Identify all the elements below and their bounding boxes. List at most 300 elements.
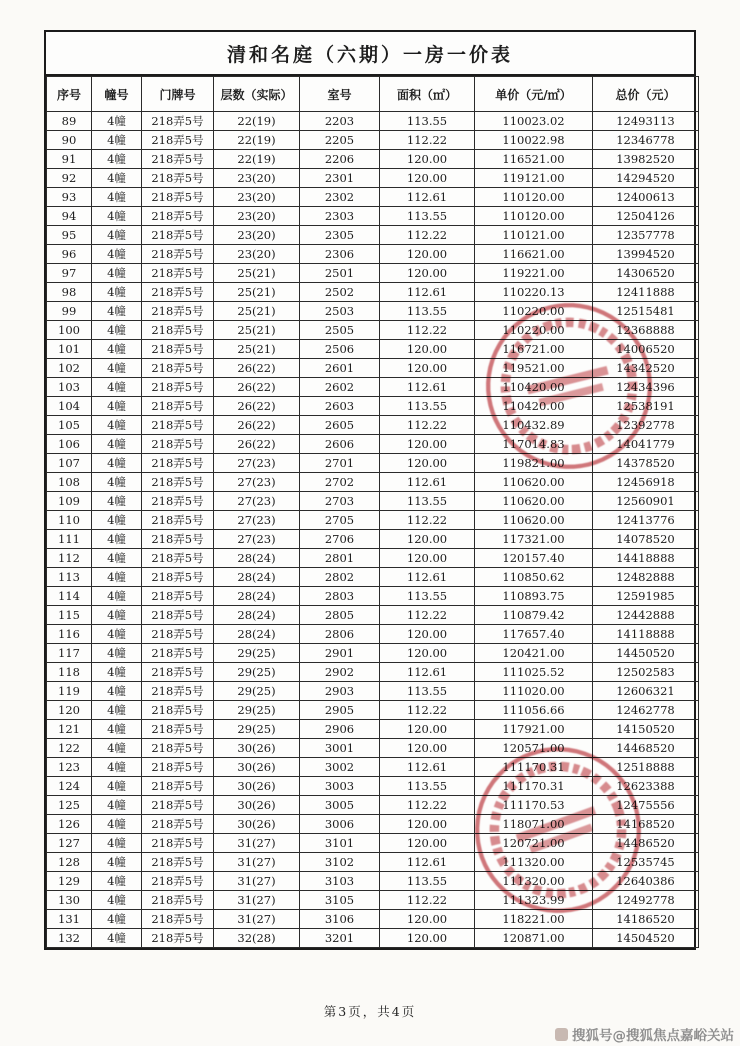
table-row <box>47 283 699 302</box>
cell-room: 2803 <box>300 587 380 606</box>
cell-door_no: 218弄5号 <box>142 435 214 454</box>
cell-unit_price: 111320.00 <box>475 872 593 891</box>
cell-unit_price: 111020.00 <box>475 682 593 701</box>
cell-unit_price: 116721.00 <box>475 340 593 359</box>
cell-area: 120.00 <box>380 454 475 473</box>
cell-room: 2505 <box>300 321 380 340</box>
cell-total_price: 12504126 <box>593 207 699 226</box>
cell-total_price: 12606321 <box>593 682 699 701</box>
cell-index: 99 <box>47 302 92 321</box>
table-row <box>47 264 699 283</box>
cell-floor: 30(26) <box>214 796 300 815</box>
cell-total_price: 12462778 <box>593 701 699 720</box>
cell-unit_price: 110879.42 <box>475 606 593 625</box>
cell-total_price: 14294520 <box>593 169 699 188</box>
cell-unit_price: 117921.00 <box>475 720 593 739</box>
cell-total_price: 12518888 <box>593 758 699 777</box>
cell-area: 120.00 <box>380 720 475 739</box>
cell-unit_price: 110893.75 <box>475 587 593 606</box>
cell-unit_price: 110120.00 <box>475 207 593 226</box>
cell-total_price: 14306520 <box>593 264 699 283</box>
watermark <box>555 1024 734 1044</box>
cell-index: 96 <box>47 245 92 264</box>
table-row <box>47 549 699 568</box>
cell-unit_price: 111170.31 <box>475 777 593 796</box>
cell-unit_price: 110220.13 <box>475 283 593 302</box>
table-row <box>47 644 699 663</box>
cell-total_price: 14150520 <box>593 720 699 739</box>
cell-unit_price: 110023.02 <box>475 112 593 131</box>
cell-total_price: 12502583 <box>593 663 699 682</box>
table-row <box>47 834 699 853</box>
cell-room: 2701 <box>300 454 380 473</box>
cell-total_price: 12411888 <box>593 283 699 302</box>
cell-area: 113.55 <box>380 302 475 321</box>
cell-building: 4幢 <box>92 701 142 720</box>
cell-building: 4幢 <box>92 416 142 435</box>
cell-door_no: 218弄5号 <box>142 150 214 169</box>
cell-door_no: 218弄5号 <box>142 359 214 378</box>
cell-room: 2802 <box>300 568 380 587</box>
cell-index: 91 <box>47 150 92 169</box>
cell-room: 2203 <box>300 112 380 131</box>
cell-floor: 27(23) <box>214 454 300 473</box>
cell-building: 4幢 <box>92 283 142 302</box>
table-row <box>47 492 699 511</box>
cell-building: 4幢 <box>92 188 142 207</box>
table-row <box>47 473 699 492</box>
cell-total_price: 12640386 <box>593 872 699 891</box>
page-number-footer: 第3页，共4页 <box>323 1004 417 1019</box>
cell-index: 97 <box>47 264 92 283</box>
cell-index: 120 <box>47 701 92 720</box>
cell-door_no: 218弄5号 <box>142 853 214 872</box>
cell-area: 120.00 <box>380 834 475 853</box>
cell-door_no: 218弄5号 <box>142 340 214 359</box>
table-row <box>47 302 699 321</box>
cell-door_no: 218弄5号 <box>142 226 214 245</box>
cell-area: 112.61 <box>380 758 475 777</box>
cell-unit_price: 119121.00 <box>475 169 593 188</box>
sohu-logo-icon <box>555 1028 568 1041</box>
cell-room: 2606 <box>300 435 380 454</box>
table-row <box>47 910 699 929</box>
table-row <box>47 131 699 150</box>
cell-total_price: 14468520 <box>593 739 699 758</box>
cell-door_no: 218弄5号 <box>142 720 214 739</box>
cell-building: 4幢 <box>92 815 142 834</box>
cell-room: 2906 <box>300 720 380 739</box>
table-row <box>47 663 699 682</box>
cell-total_price: 14186520 <box>593 910 699 929</box>
cell-index: 105 <box>47 416 92 435</box>
cell-total_price: 12538191 <box>593 397 699 416</box>
cell-area: 112.22 <box>380 511 475 530</box>
cell-room: 2506 <box>300 340 380 359</box>
cell-room: 2501 <box>300 264 380 283</box>
cell-index: 112 <box>47 549 92 568</box>
cell-door_no: 218弄5号 <box>142 112 214 131</box>
cell-index: 95 <box>47 226 92 245</box>
cell-building: 4幢 <box>92 131 142 150</box>
cell-building: 4幢 <box>92 777 142 796</box>
cell-floor: 28(24) <box>214 606 300 625</box>
cell-building: 4幢 <box>92 530 142 549</box>
cell-area: 120.00 <box>380 625 475 644</box>
cell-index: 89 <box>47 112 92 131</box>
cell-area: 112.61 <box>380 378 475 397</box>
cell-total_price: 14486520 <box>593 834 699 853</box>
cell-floor: 31(27) <box>214 891 300 910</box>
cell-door_no: 218弄5号 <box>142 682 214 701</box>
cell-building: 4幢 <box>92 112 142 131</box>
cell-door_no: 218弄5号 <box>142 302 214 321</box>
cell-floor: 23(20) <box>214 207 300 226</box>
cell-index: 108 <box>47 473 92 492</box>
cell-area: 113.55 <box>380 777 475 796</box>
cell-floor: 31(27) <box>214 910 300 929</box>
table-row <box>47 511 699 530</box>
cell-total_price: 12357778 <box>593 226 699 245</box>
price-table-body <box>47 112 699 948</box>
table-row <box>47 378 699 397</box>
cell-room: 3005 <box>300 796 380 815</box>
cell-building: 4幢 <box>92 492 142 511</box>
cell-index: 116 <box>47 625 92 644</box>
cell-area: 113.55 <box>380 682 475 701</box>
cell-area: 120.00 <box>380 739 475 758</box>
cell-area: 112.22 <box>380 131 475 150</box>
cell-building: 4幢 <box>92 549 142 568</box>
cell-area: 112.22 <box>380 606 475 625</box>
cell-door_no: 218弄5号 <box>142 910 214 929</box>
cell-floor: 30(26) <box>214 815 300 834</box>
cell-index: 111 <box>47 530 92 549</box>
cell-door_no: 218弄5号 <box>142 568 214 587</box>
cell-index: 123 <box>47 758 92 777</box>
cell-floor: 22(19) <box>214 150 300 169</box>
cell-floor: 29(25) <box>214 644 300 663</box>
cell-door_no: 218弄5号 <box>142 416 214 435</box>
column-header-floor: 层数（实际） <box>214 77 300 112</box>
cell-room: 3003 <box>300 777 380 796</box>
cell-room: 2805 <box>300 606 380 625</box>
cell-door_no: 218弄5号 <box>142 530 214 549</box>
cell-door_no: 218弄5号 <box>142 777 214 796</box>
column-header-total_price: 总价（元） <box>593 77 699 112</box>
cell-unit_price: 119221.00 <box>475 264 593 283</box>
cell-area: 113.55 <box>380 207 475 226</box>
cell-floor: 23(20) <box>214 245 300 264</box>
cell-door_no: 218弄5号 <box>142 188 214 207</box>
cell-room: 2902 <box>300 663 380 682</box>
column-header-area: 面积（㎡） <box>380 77 475 112</box>
table-row <box>47 397 699 416</box>
table-row <box>47 530 699 549</box>
cell-total_price: 12392778 <box>593 416 699 435</box>
cell-total_price: 12434396 <box>593 378 699 397</box>
cell-building: 4幢 <box>92 929 142 948</box>
cell-room: 3002 <box>300 758 380 777</box>
cell-door_no: 218弄5号 <box>142 587 214 606</box>
cell-total_price: 14450520 <box>593 644 699 663</box>
cell-building: 4幢 <box>92 226 142 245</box>
column-header-index: 序号 <box>47 77 92 112</box>
cell-door_no: 218弄5号 <box>142 834 214 853</box>
cell-unit_price: 118071.00 <box>475 815 593 834</box>
cell-unit_price: 110120.00 <box>475 188 593 207</box>
cell-index: 90 <box>47 131 92 150</box>
cell-area: 112.22 <box>380 416 475 435</box>
cell-building: 4幢 <box>92 587 142 606</box>
cell-area: 112.61 <box>380 568 475 587</box>
watermark-text: 搜狐号@搜狐焦点嘉峪关站 <box>572 1028 734 1044</box>
cell-door_no: 218弄5号 <box>142 625 214 644</box>
cell-building: 4幢 <box>92 644 142 663</box>
cell-area: 120.00 <box>380 340 475 359</box>
cell-total_price: 14342520 <box>593 359 699 378</box>
cell-floor: 30(26) <box>214 777 300 796</box>
cell-unit_price: 120157.40 <box>475 549 593 568</box>
cell-building: 4幢 <box>92 910 142 929</box>
cell-area: 112.22 <box>380 891 475 910</box>
cell-floor: 25(21) <box>214 302 300 321</box>
cell-unit_price: 117014.83 <box>475 435 593 454</box>
cell-floor: 22(19) <box>214 131 300 150</box>
cell-unit_price: 110420.00 <box>475 378 593 397</box>
cell-building: 4幢 <box>92 454 142 473</box>
cell-room: 3102 <box>300 853 380 872</box>
cell-building: 4幢 <box>92 397 142 416</box>
column-header-door_no: 门牌号 <box>142 77 214 112</box>
cell-unit_price: 110432.89 <box>475 416 593 435</box>
cell-door_no: 218弄5号 <box>142 663 214 682</box>
cell-unit_price: 111170.31 <box>475 758 593 777</box>
cell-area: 120.00 <box>380 150 475 169</box>
cell-total_price: 12560901 <box>593 492 699 511</box>
table-row <box>47 150 699 169</box>
table-row <box>47 682 699 701</box>
cell-door_no: 218弄5号 <box>142 264 214 283</box>
cell-total_price: 12456918 <box>593 473 699 492</box>
cell-unit_price: 110620.00 <box>475 492 593 511</box>
cell-room: 3006 <box>300 815 380 834</box>
cell-floor: 30(26) <box>214 739 300 758</box>
cell-index: 102 <box>47 359 92 378</box>
table-row <box>47 112 699 131</box>
table-row <box>47 777 699 796</box>
cell-floor: 29(25) <box>214 701 300 720</box>
cell-index: 128 <box>47 853 92 872</box>
cell-floor: 29(25) <box>214 682 300 701</box>
cell-building: 4幢 <box>92 625 142 644</box>
cell-floor: 25(21) <box>214 283 300 302</box>
cell-door_no: 218弄5号 <box>142 245 214 264</box>
table-row <box>47 891 699 910</box>
cell-building: 4幢 <box>92 568 142 587</box>
cell-room: 2806 <box>300 625 380 644</box>
cell-building: 4幢 <box>92 663 142 682</box>
table-row <box>47 739 699 758</box>
cell-floor: 31(27) <box>214 853 300 872</box>
table-row <box>47 720 699 739</box>
cell-building: 4幢 <box>92 834 142 853</box>
cell-index: 110 <box>47 511 92 530</box>
cell-building: 4幢 <box>92 264 142 283</box>
cell-unit_price: 110220.00 <box>475 321 593 340</box>
cell-door_no: 218弄5号 <box>142 492 214 511</box>
page-title: 清和名庭（六期）一房一价表 <box>46 32 694 76</box>
cell-room: 3001 <box>300 739 380 758</box>
cell-floor: 25(21) <box>214 264 300 283</box>
cell-door_no: 218弄5号 <box>142 549 214 568</box>
cell-index: 131 <box>47 910 92 929</box>
cell-index: 124 <box>47 777 92 796</box>
cell-area: 120.00 <box>380 264 475 283</box>
cell-floor: 25(21) <box>214 340 300 359</box>
cell-area: 112.22 <box>380 321 475 340</box>
cell-unit_price: 111170.53 <box>475 796 593 815</box>
cell-floor: 27(23) <box>214 511 300 530</box>
table-row <box>47 815 699 834</box>
cell-index: 103 <box>47 378 92 397</box>
cell-total_price: 14418888 <box>593 549 699 568</box>
cell-door_no: 218弄5号 <box>142 929 214 948</box>
cell-floor: 26(22) <box>214 378 300 397</box>
cell-index: 118 <box>47 663 92 682</box>
cell-floor: 28(24) <box>214 549 300 568</box>
cell-index: 121 <box>47 720 92 739</box>
cell-floor: 28(24) <box>214 587 300 606</box>
table-row <box>47 340 699 359</box>
cell-floor: 26(22) <box>214 435 300 454</box>
cell-room: 2905 <box>300 701 380 720</box>
cell-room: 3101 <box>300 834 380 853</box>
cell-building: 4幢 <box>92 739 142 758</box>
table-row <box>47 625 699 644</box>
cell-total_price: 12591985 <box>593 587 699 606</box>
cell-floor: 25(21) <box>214 321 300 340</box>
cell-area: 112.61 <box>380 283 475 302</box>
cell-index: 100 <box>47 321 92 340</box>
cell-total_price: 12475556 <box>593 796 699 815</box>
cell-room: 2801 <box>300 549 380 568</box>
cell-unit_price: 116621.00 <box>475 245 593 264</box>
column-header-unit_price: 单价（元/㎡） <box>475 77 593 112</box>
table-row <box>47 321 699 340</box>
cell-room: 2301 <box>300 169 380 188</box>
cell-total_price: 14078520 <box>593 530 699 549</box>
cell-room: 2605 <box>300 416 380 435</box>
cell-unit_price: 111025.52 <box>475 663 593 682</box>
cell-unit_price: 111056.66 <box>475 701 593 720</box>
cell-index: 101 <box>47 340 92 359</box>
cell-room: 2306 <box>300 245 380 264</box>
cell-room: 2706 <box>300 530 380 549</box>
cell-door_no: 218弄5号 <box>142 891 214 910</box>
cell-room: 2601 <box>300 359 380 378</box>
cell-floor: 23(20) <box>214 188 300 207</box>
cell-building: 4幢 <box>92 511 142 530</box>
cell-building: 4幢 <box>92 473 142 492</box>
cell-index: 122 <box>47 739 92 758</box>
cell-door_no: 218弄5号 <box>142 796 214 815</box>
cell-total_price: 12535745 <box>593 853 699 872</box>
cell-area: 120.00 <box>380 549 475 568</box>
cell-door_no: 218弄5号 <box>142 131 214 150</box>
cell-room: 2702 <box>300 473 380 492</box>
cell-index: 129 <box>47 872 92 891</box>
table-row <box>47 435 699 454</box>
cell-unit_price: 110620.00 <box>475 473 593 492</box>
cell-room: 2503 <box>300 302 380 321</box>
cell-area: 120.00 <box>380 815 475 834</box>
cell-total_price: 14041779 <box>593 435 699 454</box>
cell-door_no: 218弄5号 <box>142 511 214 530</box>
cell-unit_price: 117321.00 <box>475 530 593 549</box>
cell-door_no: 218弄5号 <box>142 815 214 834</box>
cell-building: 4幢 <box>92 302 142 321</box>
cell-area: 120.00 <box>380 530 475 549</box>
cell-index: 126 <box>47 815 92 834</box>
cell-total_price: 13982520 <box>593 150 699 169</box>
cell-building: 4幢 <box>92 796 142 815</box>
cell-door_no: 218弄5号 <box>142 397 214 416</box>
cell-area: 112.61 <box>380 473 475 492</box>
cell-floor: 29(25) <box>214 720 300 739</box>
column-header-room: 室号 <box>300 77 380 112</box>
cell-unit_price: 120871.00 <box>475 929 593 948</box>
cell-unit_price: 111323.99 <box>475 891 593 910</box>
cell-floor: 28(24) <box>214 568 300 587</box>
cell-door_no: 218弄5号 <box>142 169 214 188</box>
cell-floor: 30(26) <box>214 758 300 777</box>
cell-building: 4幢 <box>92 321 142 340</box>
table-row <box>47 929 699 948</box>
cell-unit_price: 120421.00 <box>475 644 593 663</box>
cell-unit_price: 120721.00 <box>475 834 593 853</box>
cell-door_no: 218弄5号 <box>142 473 214 492</box>
cell-total_price: 12623388 <box>593 777 699 796</box>
cell-door_no: 218弄5号 <box>142 454 214 473</box>
cell-area: 113.55 <box>380 397 475 416</box>
cell-room: 2703 <box>300 492 380 511</box>
cell-unit_price: 116521.00 <box>475 150 593 169</box>
cell-room: 2502 <box>300 283 380 302</box>
cell-room: 2205 <box>300 131 380 150</box>
cell-building: 4幢 <box>92 853 142 872</box>
cell-building: 4幢 <box>92 606 142 625</box>
table-row <box>47 872 699 891</box>
cell-floor: 29(25) <box>214 663 300 682</box>
cell-room: 3106 <box>300 910 380 929</box>
cell-index: 98 <box>47 283 92 302</box>
cell-door_no: 218弄5号 <box>142 207 214 226</box>
cell-area: 113.55 <box>380 492 475 511</box>
cell-total_price: 14504520 <box>593 929 699 948</box>
table-row <box>47 416 699 435</box>
cell-total_price: 12493113 <box>593 112 699 131</box>
cell-door_no: 218弄5号 <box>142 283 214 302</box>
table-row <box>47 169 699 188</box>
cell-index: 132 <box>47 929 92 948</box>
cell-building: 4幢 <box>92 359 142 378</box>
cell-area: 112.61 <box>380 188 475 207</box>
cell-total_price: 14118888 <box>593 625 699 644</box>
cell-index: 114 <box>47 587 92 606</box>
cell-index: 106 <box>47 435 92 454</box>
cell-index: 125 <box>47 796 92 815</box>
